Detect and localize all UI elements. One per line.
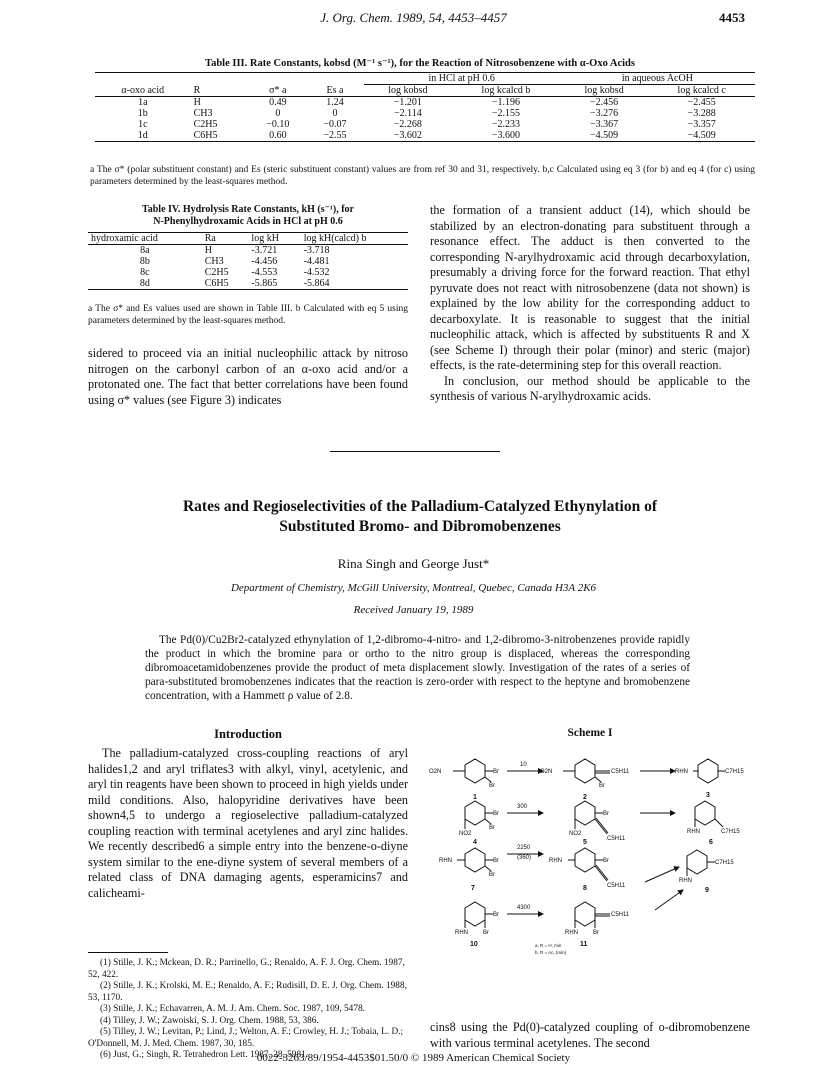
group-label: C5H11: [607, 883, 626, 889]
benzene-ring: [575, 759, 595, 783]
article-title-line: Rates and Regioselectivities of the Palladium-Catalyzed Ethynylation of: [182, 498, 657, 515]
table3-col-header: α-oxo acid: [121, 84, 165, 96]
footnote: (6) Just, G.; Singh, R. Tetrahedron Lett. 1987, 28, 5981.: [100, 1050, 309, 1060]
table-cell: −2.155: [491, 108, 521, 119]
table-cell: C6H5: [193, 130, 218, 141]
reaction-time: 300: [517, 804, 528, 810]
table4-title-line: Table IV. Hydrolysis Rate Constants, kH (s⁻¹), for: [141, 204, 354, 215]
table-row: [88, 267, 408, 278]
table-cell: 0: [332, 108, 338, 119]
benzene-ring: [465, 848, 485, 872]
compound-number: 11: [580, 941, 588, 948]
footnote-rule: [88, 952, 168, 953]
benzene-ring: [687, 850, 707, 874]
group-label: C5H11: [611, 912, 630, 918]
table4-col-header: Ra: [204, 233, 216, 244]
table-cell: −4.509: [590, 130, 619, 141]
table-cell: -4.553: [251, 267, 278, 278]
group-label: O2N: [540, 769, 553, 775]
table4-col-header: log kH(calcd) b: [303, 233, 367, 244]
table-cell: −0.10: [266, 119, 290, 130]
group-label: RHN: [679, 878, 692, 884]
table4-title-line: N-Phenylhydroxamic Acids in HCl at pH 0.6: [153, 216, 343, 227]
reaction-arrow: [645, 867, 679, 882]
table-cell: −3.276: [590, 108, 619, 119]
table-row: [95, 130, 755, 142]
left-column-paragraph: sidered to proceed via an initial nucleophilic attack by nitroso nitrogen on the carbonyl carbon of an α-oxo acid and/or a protonated one. The fact that better correlations have been found using σ* values (see Figure 3) indicates: [88, 346, 408, 407]
article-title-line: Substituted Bromo- and Dibromobenzenes: [279, 518, 561, 535]
benzene-ring: [575, 902, 595, 926]
compound-number: 9: [705, 887, 709, 894]
table3-footnote: a The σ* (polar substituent constant) and Es (steric substituent constant) values are from ref 30 and 31, respectively. b,c Calculated using eq 3 (for b) and eq 4 (for c) using parameters determined by the least-squares method.: [90, 165, 755, 187]
paragraph: In conclusion, our method should be applicable to the synthesis of various N-arylhydroxamic acids.: [430, 373, 750, 403]
reaction-time: 10: [520, 762, 527, 768]
benzene-ring: [465, 801, 485, 825]
table-cell: 8a: [140, 245, 150, 256]
group-label: O2N: [429, 769, 442, 775]
article-divider: [330, 451, 500, 452]
table3-col-header: log kobsd: [584, 85, 624, 96]
table-cell: 0.49: [269, 97, 287, 108]
table-cell: C2H5: [193, 119, 218, 130]
right-column-text: [430, 203, 750, 405]
table-cell: −0.07: [323, 119, 347, 130]
table3-col-header: log kcalcd c: [677, 85, 726, 96]
table-cell: −4.509: [687, 130, 716, 141]
compound-number: 10: [470, 941, 478, 948]
abstract: The Pd(0)/Cu2Br2-catalyzed ethynylation of 1,2-dibromo-4-nitro- and 1,2-dibromo-3-nitrobenzenes provide rapidly the product in which the bromine para or ortho to the nitro group is displaced, whereas the corresponding dibromoacetamidobenzenes provide the product of meta displacement slowly. Investigation of the rates of a series of para-substituted bromobenzenes indicates that the reaction is zero-order with respect to the heptyne and bromobenzene concentration, with a Hammett ρ value of 2.8.: [145, 634, 690, 702]
table-cell: C2H5: [204, 267, 229, 278]
table-row: [95, 97, 755, 109]
table3-col-header: R: [193, 84, 201, 96]
affiliation: Department of Chemistry, McGill University, Montreal, Quebec, Canada H3A 2K6: [230, 582, 597, 594]
page-number: 4453: [719, 10, 745, 25]
authors: Rina Singh and George Just*: [337, 556, 490, 571]
group-label: NO2: [459, 831, 472, 837]
table3-col-header: σ* a: [269, 84, 287, 96]
scheme-diagram: [425, 742, 755, 967]
table-cell: 1b: [137, 108, 148, 119]
table-cell: 8b: [139, 256, 150, 267]
group-label: Br: [599, 783, 605, 789]
benzene-ring: [575, 801, 595, 825]
table3-group-hcl: in HCl at pH 0.6: [364, 73, 560, 85]
reaction-time: 4300: [517, 905, 531, 911]
paragraph: The palladium-catalyzed cross-coupling reactions of aryl halides1,2 and aryl triflates3 with alkyl, vinyl, acetylenic, and aryl tin reagents have been shown to proceed in high yields under mild conditions. Also, halopyridine derivatives have been shown4,5 to undergo a regioselective palladium-catalyzed coupling reaction with terminal acetylenes and aryl zinc halides. We recently described6 a simple entry into the benzene-o-diyne system similar to the ene-diyne system of several members of a related class of DNA damaging agents, esperamicins7 and calicheami-: [88, 746, 408, 900]
reaction-time: (360): [517, 855, 532, 861]
table-cell: H: [193, 97, 201, 108]
group-label: Br: [493, 858, 499, 864]
table-cell: -4.481: [303, 256, 330, 267]
table-cell: CH3: [193, 108, 213, 119]
group-label: RHN: [675, 769, 688, 775]
article-title: [90, 497, 750, 537]
compound-number: 3: [706, 792, 710, 799]
received-date: Received January 19, 1989: [353, 604, 474, 616]
table-cell: 8c: [140, 267, 150, 278]
footnote: (5) Tilley, J. W.; Levitan, P.; Lind, J.; Welton, A. F.; Crowley, H. J.; Tobaia, L. D.; O'Donnell, M. J. Med. Chem. 1987, 30, 185.: [88, 1027, 404, 1049]
copyright-line: 0022-3263/89/1954-4453$01.50/0 © 1989 American Chemical Society: [256, 1052, 571, 1064]
table-cell: −3.600: [491, 130, 521, 141]
compound-number: 8: [583, 885, 587, 892]
group-label: RHN: [549, 858, 562, 864]
table-cell: 0.60: [269, 130, 287, 141]
group-label: Br: [603, 811, 609, 817]
table-cell: -4.532: [303, 267, 330, 278]
table-cell: H: [204, 245, 212, 256]
section-heading-introduction: Introduction: [214, 727, 282, 741]
table4-col-header: log kH: [251, 233, 279, 244]
table-cell: −2.456: [590, 97, 619, 108]
table3: [95, 72, 755, 142]
table-row: [88, 245, 408, 257]
table-cell: −2.233: [491, 119, 521, 130]
group-label: Br: [493, 811, 499, 817]
table-cell: −2.114: [393, 108, 422, 119]
table-cell: −2.268: [393, 119, 422, 130]
group-label: Br: [593, 930, 599, 936]
table3-group-acoh: in aqueous AcOH: [560, 73, 755, 85]
table-row: [95, 108, 755, 119]
footnote: (3) Stille, J. K.; Echavarren, A. M. J. Am. Chem. Soc. 1987, 109, 5478.: [100, 1004, 365, 1014]
group-label: C7H15: [715, 860, 734, 866]
table4-title: [88, 204, 408, 228]
running-header: J. Org. Chem. 1989, 54, 4453–4457: [320, 10, 507, 25]
table-cell: 0: [275, 108, 281, 119]
group-label: RHN: [439, 858, 452, 864]
footnote: (2) Stille, J. K.; Krolski, M. E.; Renaldo, A. F.; Rudisill, D. E. J. Org. Chem. 1988, 53, 1170.: [88, 981, 407, 1003]
footnotes: [88, 958, 413, 1062]
compound-number: 5: [583, 839, 587, 846]
group-label: RHN: [565, 930, 578, 936]
scheme-legend: a, R = H, min: [535, 943, 562, 948]
compound-number: 6: [709, 839, 713, 846]
table-cell: CH3: [204, 256, 224, 267]
table-cell: 1.24: [326, 97, 344, 108]
group-label: Br: [483, 930, 489, 936]
group-label: C5H11: [607, 836, 626, 842]
scheme-heading: Scheme I: [567, 727, 613, 739]
table-cell: -3.721: [251, 245, 278, 256]
footnote: (1) Stille, J. K.; Mckean, D. R.; Parrinello, G.; Renaldo, A. F. J. Org. Chem. 1987, 52, 422.: [88, 958, 405, 980]
benzene-ring: [465, 902, 485, 926]
table-row: [95, 119, 755, 130]
table-cell: 1c: [138, 119, 148, 130]
compound-number: 7: [471, 885, 475, 892]
table-cell: −1.196: [491, 97, 521, 108]
introduction-paragraph: [88, 746, 408, 901]
table-cell: −3.357: [687, 119, 716, 130]
table-cell: 1a: [138, 97, 148, 108]
paragraph: the formation of a transient adduct (14), which should be stabilized by an electron-donating para substituent through a resonance effect. The adduct is then converted to the corresponding N-arylhydroxamic acid through decarboxylation, presumably a driving force for the forward reaction. That ethyl pyruvate does not react with nitrosobenzene (data not shown) is explained by the low ability for the corresponding adduct to decarboxylate. It is reasonable to suggest that the initial nucleophilic attack, which is affected by substituents R and X (see Scheme I) through their polar (minor) and steric (major) effects, is the rate-determining step for this overall reaction.: [430, 203, 750, 372]
table-cell: −2.55: [323, 130, 347, 141]
compound-number: 1: [473, 794, 477, 801]
table-cell: 1d: [137, 130, 148, 141]
group-label: RHN: [455, 930, 468, 936]
table-cell: −3.288: [687, 108, 716, 119]
group-label: NO2: [569, 831, 582, 837]
table-cell: −3.602: [393, 130, 422, 141]
table4-footnote: a The σ* and Es values used are shown in Table III. b Calculated with eq 5 using parameters determined by the least-squares method.: [88, 304, 408, 326]
reaction-time: 2250: [517, 845, 531, 851]
group-label: Br: [489, 872, 495, 878]
scheme-legend: b, R = Ac, (min): [535, 950, 567, 955]
table4-col-header: hydroxamic acid: [91, 233, 158, 244]
group-label: C7H15: [721, 829, 740, 835]
table-cell: −2.455: [687, 97, 716, 108]
table3-col-header: log kcalcd b: [481, 85, 531, 96]
benzene-ring: [695, 801, 715, 825]
table-cell: -5.864: [303, 278, 330, 289]
group-label: Br: [493, 912, 499, 918]
group-label: C5H11: [611, 769, 630, 775]
group-label: RHN: [687, 829, 700, 835]
table-cell: 8d: [139, 278, 150, 289]
right-column-continuation: cins8 using the Pd(0)-catalyzed coupling of o-dibromobenzene with various terminal acetylenes. The second: [430, 1020, 750, 1050]
table4: [88, 232, 408, 290]
footnote: (4) Tilley, J. W.; Zawoiski, S. J. Org. Chem. 1988, 53, 386.: [100, 1015, 319, 1026]
table3-col-header: log kobsd: [388, 85, 428, 96]
table3-col-header: Es a: [326, 84, 344, 96]
benzene-ring: [698, 759, 718, 783]
group-label: Br: [493, 769, 499, 775]
table-cell: −1.201: [393, 97, 422, 108]
benzene-ring: [575, 848, 595, 872]
compound-number: 4: [473, 839, 477, 846]
group-label: Br: [489, 825, 495, 831]
table-cell: -3.718: [303, 245, 330, 256]
table-row: [88, 278, 408, 290]
group-label: Br: [603, 858, 609, 864]
table-cell: C6H5: [204, 278, 229, 289]
benzene-ring: [465, 759, 485, 783]
table-cell: -4.456: [251, 256, 278, 267]
compound-number: 2: [583, 794, 587, 801]
table-cell: −3.367: [590, 119, 619, 130]
group-label: C7H15: [725, 769, 744, 775]
group-label: Br: [489, 783, 495, 789]
table-row: [88, 256, 408, 267]
reaction-arrow: [655, 890, 683, 910]
table-cell: -5.865: [251, 278, 278, 289]
table3-title: Table III. Rate Constants, kobsd (M⁻¹ s⁻¹), for the Reaction of Nitrosobenzene with α-Oxo Acids: [205, 58, 635, 69]
